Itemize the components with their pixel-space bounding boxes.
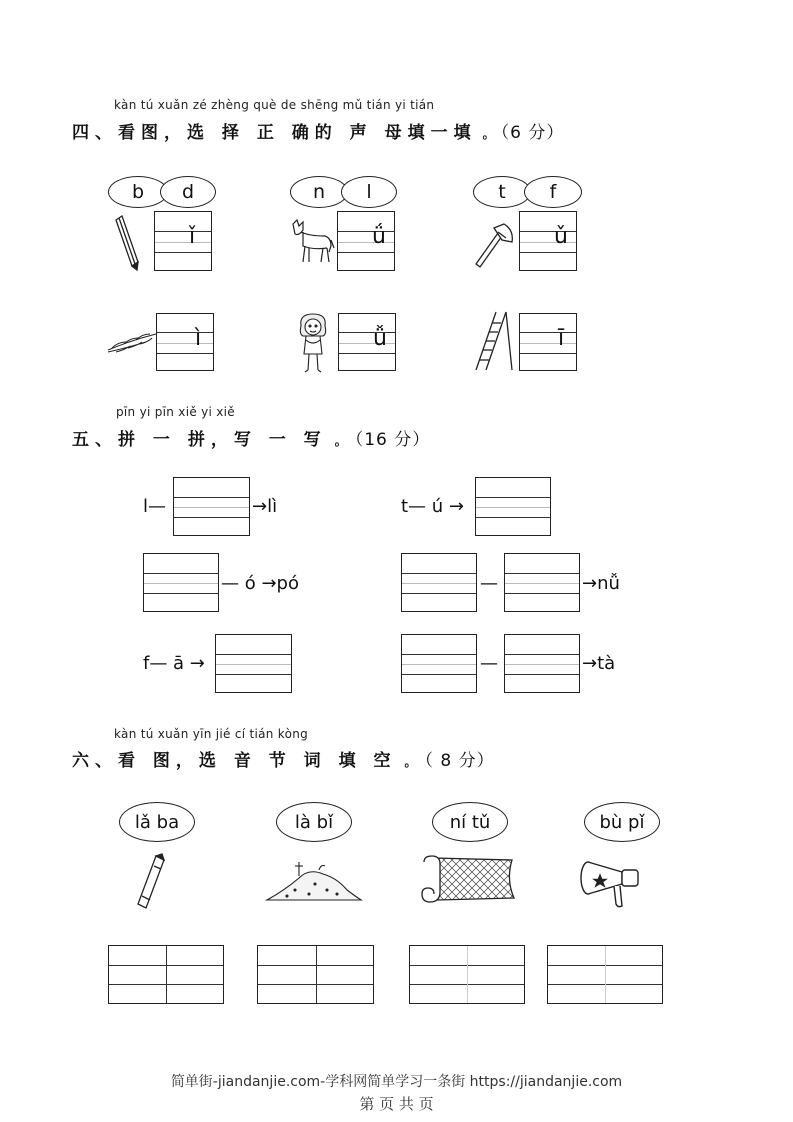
section6-period: 。 <box>404 755 417 769</box>
section6-pinyin: kàn tú xuǎn yīn jié cí tián kòng <box>114 727 309 741</box>
final-1: ǐ <box>189 224 196 249</box>
spell-box-n[interactable] <box>401 553 477 612</box>
section5-score: （16 分） <box>354 430 431 450</box>
final-3: ǔ <box>554 224 568 249</box>
answer-box-3[interactable] <box>519 211 577 271</box>
answer-box-2[interactable] <box>337 211 395 271</box>
section4-pinyin: kàn tú xuǎn zé zhèng què de shēng mǔ tián yi tián <box>114 98 435 112</box>
section4-score: （6 分） <box>500 123 565 143</box>
final-4: ì <box>195 326 202 351</box>
section5-title <box>72 425 430 450</box>
section6-title-text: 六、看 图，选 音 节 词 填 空 <box>72 751 397 771</box>
row3-right-result: →tà <box>582 653 616 674</box>
option-la-ba[interactable]: lǎ ba <box>119 802 195 842</box>
cloth-roll-icon <box>420 852 516 904</box>
section5-title-text: 五、拼 一 拼，写 一 写 <box>72 430 327 450</box>
option-f[interactable]: f <box>524 176 582 208</box>
wheat-icon <box>106 330 158 356</box>
soil-mound-icon <box>265 860 363 904</box>
answer-box-5[interactable] <box>338 313 396 371</box>
section6-title <box>72 746 495 771</box>
option-n[interactable]: n <box>290 176 348 208</box>
answer-grid-3[interactable] <box>409 945 525 1004</box>
row1-right-prefix: t— ú → <box>401 496 464 517</box>
axe-icon <box>472 222 516 268</box>
row3-right-dash: — <box>480 653 498 674</box>
final-2: ǘ <box>372 224 386 249</box>
answer-box-4[interactable] <box>156 313 214 371</box>
option-ni-tu[interactable]: ní tǔ <box>432 802 508 842</box>
section5-pinyin: pīn yi pīn xiě yi xiě <box>116 405 235 419</box>
megaphone-icon <box>578 856 642 910</box>
donkey-icon <box>289 218 335 266</box>
footer-site: 简单街-jiandanjie.com-学科网简单学习一条街 https://jiandanjie.com <box>170 1074 623 1090</box>
spell-box-t[interactable] <box>401 634 477 693</box>
ladder-icon <box>474 310 514 372</box>
final-6: ī <box>558 326 565 351</box>
spell-box-l[interactable] <box>173 477 250 536</box>
spell-box-v[interactable] <box>504 553 580 612</box>
answer-box-1[interactable] <box>154 211 212 271</box>
section5-period: 。 <box>334 434 347 448</box>
answer-box-6[interactable] <box>519 313 577 371</box>
section4-title <box>72 118 564 143</box>
row2-left-suffix: — ó →pó <box>221 573 299 594</box>
row3-left-prefix: f— ā → <box>143 653 205 674</box>
option-d[interactable]: d <box>160 176 216 208</box>
row2-right-dash: — <box>480 573 498 594</box>
section6-score: （ 8 分） <box>424 751 495 771</box>
answer-grid-2[interactable] <box>257 945 374 1004</box>
row1-left-result: →lì <box>252 496 278 517</box>
row1-left-initial: l— <box>143 496 167 517</box>
row2-right-result: →nǚ <box>582 573 620 594</box>
girl-icon <box>297 312 329 374</box>
section4-title-text: 四、看图，选 择 正 确的 声 母填一填 <box>72 123 477 143</box>
option-l[interactable]: l <box>341 176 397 208</box>
option-bu-pi[interactable]: bù pǐ <box>584 802 660 842</box>
spell-box-p[interactable] <box>143 553 219 612</box>
spell-box-tu[interactable] <box>475 477 551 536</box>
crayon-icon <box>134 854 166 912</box>
section4-period: 。 <box>482 127 495 141</box>
footer-page: 第 页 共 页 <box>359 1095 434 1113</box>
pencil-icon <box>112 214 142 272</box>
final-5: ǚ <box>373 326 387 351</box>
answer-grid-1[interactable] <box>108 945 224 1004</box>
spell-box-a[interactable] <box>504 634 580 693</box>
option-b[interactable]: b <box>108 176 168 208</box>
answer-grid-4[interactable] <box>547 945 663 1004</box>
option-la-bi[interactable]: là bǐ <box>276 802 352 842</box>
spell-box-fa[interactable] <box>215 634 292 693</box>
option-t[interactable]: t <box>473 176 531 208</box>
